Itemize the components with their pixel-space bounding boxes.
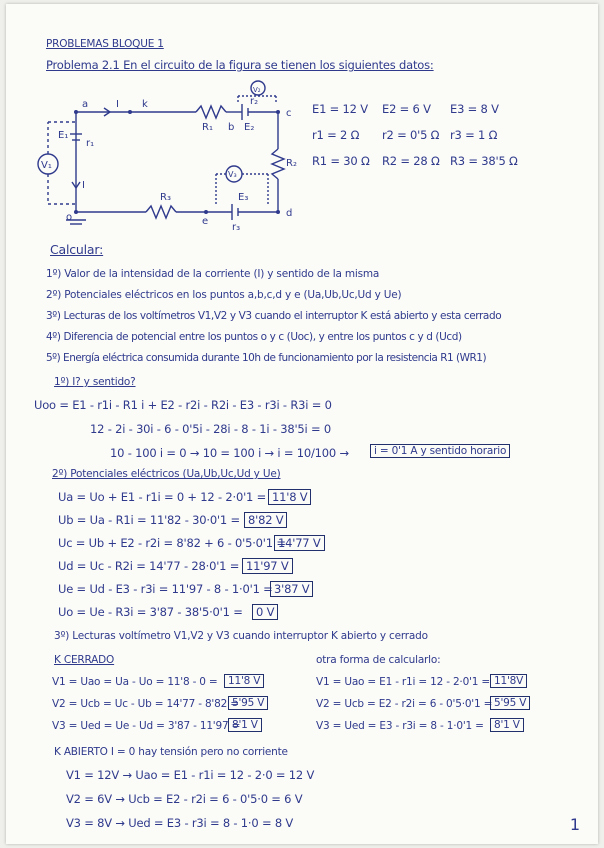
- svg-text:E₂: E₂: [244, 122, 255, 133]
- svg-text:V₁: V₁: [41, 160, 52, 171]
- svg-text:I: I: [82, 180, 85, 191]
- calcular-heading: Calcular:: [50, 242, 104, 257]
- circuit-diagram: [6, 4, 598, 233]
- open-line-3: V3 = 8V → Ued = E3 - r3i = 8 - 1·0 = 8 V: [66, 816, 294, 830]
- closed-expr-1: V1 = Uao = Ua - Uo = 11'8 - 0 =: [52, 676, 218, 688]
- part2-res-2: 8'82 V: [244, 512, 287, 528]
- alt-expr-2: V2 = Ucb = E2 - r2i = 6 - 0'5·0'1 =: [316, 698, 493, 710]
- svg-text:d: d: [286, 208, 293, 219]
- alt-heading: otra forma de calcularlo:: [316, 654, 441, 666]
- part2-expr-3: Uc = Ub + E2 - r2i = 8'82 + 6 - 0'5·0'1 =: [58, 536, 286, 550]
- alt-expr-1: V1 = Uao = E1 - r1i = 12 - 2·0'1 =: [316, 676, 490, 688]
- data-r3: r3 = 1 Ω: [450, 128, 498, 142]
- part2-heading: 2º) Potenciales eléctricos (Ua,Ub,Uc,Ud y Ue): [52, 468, 281, 480]
- calcular-item-4: 4º) Diferencia de potencial entre los puntos o y c (Uoc), y entre los puntos c y d (Ucd): [46, 331, 462, 343]
- part2-res-3: 14'77 V: [274, 535, 325, 551]
- part2-res-6: 0 V: [252, 604, 278, 620]
- data-e1: E1 = 12 V: [312, 102, 368, 116]
- closed-res-2: 5'95 V: [228, 696, 268, 710]
- closed-expr-3: V3 = Ued = Ue - Ud = 3'87 - 11'97 =: [52, 720, 241, 732]
- alt-res-2: 5'95 V: [490, 696, 530, 710]
- svg-text:V₃: V₃: [228, 170, 237, 179]
- part2-expr-6: Uo = Ue - R3i = 3'87 - 38'5·0'1 =: [58, 605, 243, 619]
- closed-res-1: 11'8 V: [224, 674, 264, 688]
- part2-expr-1: Ua = Uo + E1 - r1i = 0 + 12 - 2·0'1 =: [58, 490, 267, 504]
- calcular-item-1: 1º) Valor de la intensidad de la corriente (I) y sentido de la misma: [46, 268, 380, 280]
- part2-expr-5: Ue = Ud - E3 - r3i = 11'97 - 8 - 1·0'1 =: [58, 582, 273, 596]
- data-r2: r2 = 0'5 Ω: [382, 128, 440, 142]
- part2-res-4: 11'97 V: [242, 558, 293, 574]
- part2-expr-4: Ud = Uc - R2i = 14'77 - 28·0'1 =: [58, 559, 240, 573]
- svg-text:o: o: [66, 212, 73, 223]
- alt-res-1: 11'8V: [490, 674, 527, 688]
- calcular-item-3: 3º) Lecturas de los voltímetros V1,V2 y V3 cuando el interruptor K está abierto y esta cerrado: [46, 310, 502, 322]
- open-line-2: V2 = 6V → Ucb = E2 - r2i = 6 - 0'5·0 = 6 V: [66, 792, 303, 806]
- k-open-label: K ABIERTO I = 0 hay tensión pero no corriente: [54, 746, 288, 758]
- data-R3: R3 = 38'5 Ω: [450, 154, 518, 168]
- calcular-item-2: 2º) Potenciales eléctricos en los puntos a,b,c,d y e (Ua,Ub,Uc,Ud y Ue): [46, 289, 402, 301]
- part1-line-2: 12 - 2i - 30i - 6 - 0'5i - 28i - 8 - 1i - 38'5i = 0: [90, 422, 331, 436]
- data-r1: r1 = 2 Ω: [312, 128, 360, 142]
- alt-res-3: 8'1 V: [490, 718, 524, 732]
- open-line-1: V1 = 12V → Uao = E1 - r1i = 12 - 2·0 = 12 V: [66, 768, 315, 782]
- svg-text:r₃: r₃: [232, 222, 241, 233]
- closed-res-3: 8'1 V: [228, 718, 262, 732]
- calcular-item-5: 5º) Energía eléctrica consumida durante 10h de funcionamiento por la resistencia R1 (WR1): [46, 352, 487, 364]
- data-e2: E2 = 6 V: [382, 102, 431, 116]
- part1-result: i = 0'1 A y sentido horario: [370, 444, 510, 458]
- data-e3: E3 = 8 V: [450, 102, 499, 116]
- svg-text:V₂: V₂: [253, 86, 261, 94]
- part2-expr-2: Ub = Ua - R1i = 11'82 - 30·0'1 =: [58, 513, 240, 527]
- part2-res-5: 3'87 V: [270, 581, 313, 597]
- part1-line-3: 10 - 100 i = 0 → 10 = 100 i → i = 10/100 →: [110, 446, 349, 460]
- svg-text:c: c: [286, 108, 292, 119]
- page-number: 1: [569, 815, 580, 834]
- closed-expr-2: V2 = Ucb = Uc - Ub = 14'77 - 8'82 =: [52, 698, 239, 710]
- svg-text:E₁: E₁: [58, 130, 69, 141]
- svg-text:r₁: r₁: [86, 138, 95, 149]
- svg-text:e: e: [202, 216, 209, 227]
- part2-res-1: 11'8 V: [268, 489, 311, 505]
- k-closed-label: K CERRADO: [54, 654, 115, 666]
- svg-text:E₃: E₃: [238, 192, 249, 203]
- part3-heading: 3º) Lecturas voltímetro V1,V2 y V3 cuando interruptor K abierto y cerrado: [54, 630, 428, 642]
- problem-statement: Problema 2.1 En el circuito de la figura se tienen los siguientes datos:: [46, 58, 434, 72]
- svg-text:b: b: [228, 122, 235, 133]
- svg-text:R₂: R₂: [286, 158, 297, 169]
- svg-text:a: a: [82, 99, 89, 110]
- svg-text:R₃: R₃: [160, 192, 171, 203]
- page-title: PROBLEMAS BLOQUE 1: [46, 38, 164, 50]
- svg-text:k: k: [142, 99, 148, 110]
- part1-line-1: Uoo = E1 - r1i - R1 i + E2 - r2i - R2i - E3 - r3i - R3i = 0: [34, 398, 332, 412]
- svg-text:R₁: R₁: [202, 122, 213, 133]
- part1-heading: 1º) I? y sentido?: [54, 376, 136, 388]
- data-R1: R1 = 30 Ω: [312, 154, 370, 168]
- alt-expr-3: V3 = Ued = E3 - r3i = 8 - 1·0'1 =: [316, 720, 484, 732]
- svg-text:I: I: [116, 99, 119, 110]
- svg-text:r₂: r₂: [250, 96, 259, 107]
- data-R2: R2 = 28 Ω: [382, 154, 440, 168]
- notebook-page: [6, 4, 598, 844]
